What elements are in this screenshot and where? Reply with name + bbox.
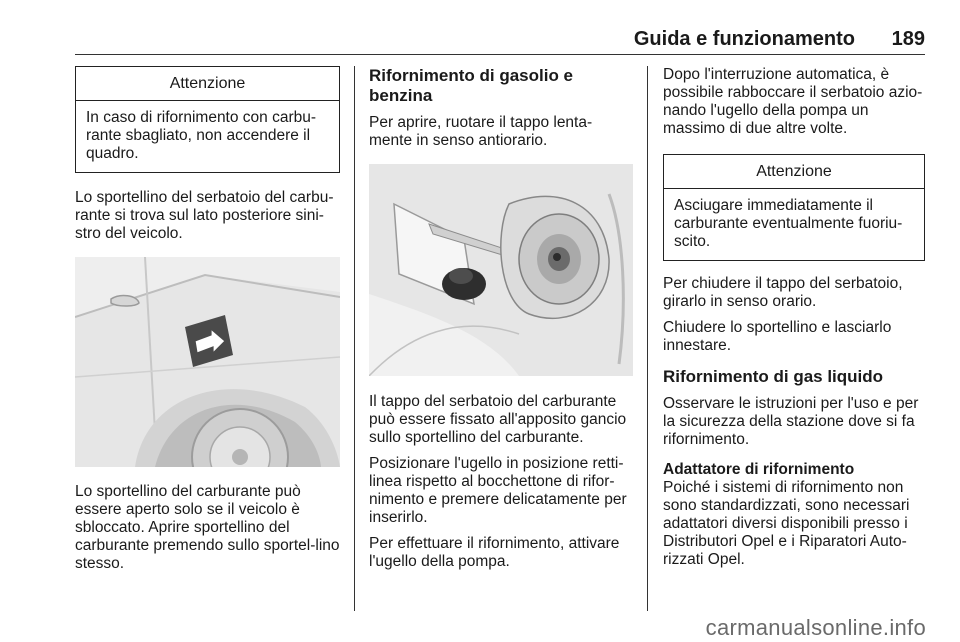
paragraph: Per chiudere il tappo del serbatoio, girarlo in senso orario. <box>663 275 903 310</box>
notice-body: In caso di rifornimento con carbu-rante sbagliato, non accendere il quadro. <box>86 109 317 162</box>
page-header <box>75 28 925 55</box>
paragraph: Dopo l'interruzione automatica, è possibile rabboccare il serbatoio azio-nando l'ugello della pompa un massimo di due altre volte. <box>663 66 923 137</box>
section-heading: Rifornimento di gasolio e benzina <box>369 66 574 105</box>
paragraph: Il tappo del serbatoio del carburante può essere fissato all'apposito gancio sullo sportellino del carburante. <box>369 393 627 446</box>
notice-box <box>663 154 925 261</box>
section-heading: Rifornimento di gas liquido <box>663 367 884 386</box>
column-2 <box>369 66 633 571</box>
column-divider <box>354 66 355 611</box>
fuel-door-closed-illustration <box>75 257 340 467</box>
fuel-cap-open-illustration <box>369 164 633 376</box>
page-number: 189 <box>891 28 925 50</box>
paragraph: Osservare le istruzioni per l'uso e per la sicurezza della stazione dove si fa rifornimento. <box>663 395 919 448</box>
paragraph: Lo sportellino del serbatoio del carbu-rante si trova sul lato posteriore sini-stro del veicolo. <box>75 189 334 242</box>
notice-body: Asciugare immediatamente il carburante eventualmente fuoriu-scito. <box>674 197 903 250</box>
paragraph: Chiudere lo sportellino e lasciarlo innestare. <box>663 319 892 354</box>
column-3 <box>663 66 925 569</box>
header-title: Guida e funzionamento <box>633 28 855 50</box>
paragraph: Per effettuare il rifornimento, attivare l'ugello della pompa. <box>369 535 620 570</box>
column-divider <box>647 66 648 611</box>
notice-box <box>75 66 340 173</box>
paragraph: Per aprire, ruotare il tappo lenta-mente in senso antiorario. <box>369 114 593 149</box>
notice-title: Attenzione <box>664 155 924 189</box>
notice-title: Attenzione <box>76 67 339 101</box>
paragraph: Posizionare l'ugello in posizione retti-linea rispetto al bocchettone di rifor-nimento e premere delicatamente per inserirlo. <box>369 455 627 526</box>
sub-heading: Adattatore di rifornimento <box>663 461 855 478</box>
paragraph: Poiché i sistemi di rifornimento non sono standardizzati, sono necessari adattatori diversi disponibili presso i Distributori Opel e i Riparatori Auto-rizzati Opel. <box>663 479 910 568</box>
watermark: carmanualsonline.info <box>705 615 926 640</box>
paragraph: Lo sportellino del carburante può essere aperto solo se il veicolo è sbloccato. Aprire sportellino del carburante premendo sullo sportel-lino stesso. <box>75 483 340 572</box>
column-1 <box>75 66 340 573</box>
